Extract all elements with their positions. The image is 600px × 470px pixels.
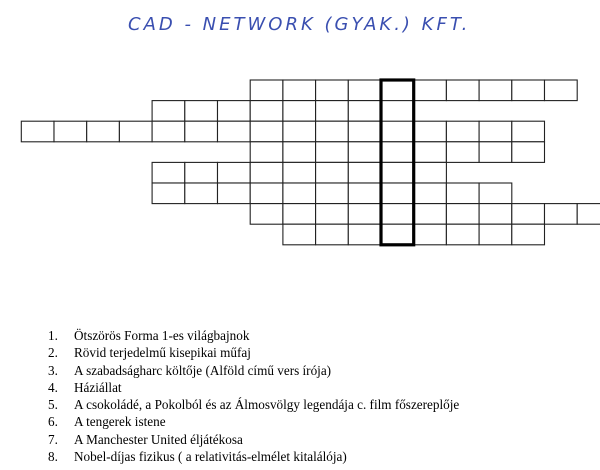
crossword-cell-row-3 [250, 121, 283, 142]
crossword-cell-row-7 [479, 204, 512, 225]
clue-item [48, 448, 459, 465]
clue-number: 4. [48, 379, 58, 395]
crossword-cell-row-6 [218, 183, 251, 204]
crossword-cell-row-8 [381, 224, 414, 245]
crossword-cell-row-7 [250, 204, 283, 225]
crossword-cell-row-8 [446, 224, 479, 245]
crossword-cell-row-1 [414, 80, 447, 101]
crossword-cell-row-3 [479, 121, 512, 142]
crossword-cell-row-8 [316, 224, 349, 245]
crossword-cell-row-1 [316, 80, 349, 101]
clue-item [48, 396, 459, 413]
clue-text: Háziállat [74, 379, 122, 395]
crossword-cell-row-3 [87, 121, 120, 142]
crossword-cell-row-3 [348, 121, 381, 142]
crossword-cell-row-7 [381, 204, 414, 225]
crossword-cell-row-1 [479, 80, 512, 101]
clue-list [48, 327, 459, 465]
crossword-cell-row-6 [414, 183, 447, 204]
crossword-cell-row-7 [446, 204, 479, 225]
crossword-cell-row-6 [152, 183, 185, 204]
clue-item [48, 362, 459, 379]
crossword-cell-row-6 [446, 183, 479, 204]
crossword-cell-row-8 [414, 224, 447, 245]
crossword-cell-row-7 [512, 204, 545, 225]
clue-text: Ötszörös Forma 1-es világbajnok [74, 328, 250, 343]
crossword-cell-row-5 [250, 162, 283, 183]
crossword-cell-row-6 [348, 183, 381, 204]
clue-number: 1. [48, 328, 58, 343]
crossword-cell-row-2 [185, 101, 218, 122]
crossword-cell-row-1 [381, 80, 414, 101]
clue-text: Nobel-díjas fizikus ( a relativitás-elmélet kitalálója) [74, 449, 347, 465]
crossword-cell-row-3 [283, 121, 316, 142]
crossword-cell-row-6 [250, 183, 283, 204]
crossword-cell-row-3 [512, 121, 545, 142]
clue-number: 6. [48, 414, 58, 430]
crossword-cell-row-1 [250, 80, 283, 101]
clue-item [48, 431, 459, 448]
crossword-cell-row-2 [316, 101, 349, 122]
crossword-cell-row-5 [316, 162, 349, 183]
clue-text: A tengerek istene [74, 414, 166, 430]
crossword-cell-row-4 [446, 142, 479, 163]
crossword-cell-row-8 [283, 224, 316, 245]
crossword-cell-row-3 [414, 121, 447, 142]
crossword-cell-row-7 [348, 204, 381, 225]
crossword-cell-row-4 [381, 142, 414, 163]
crossword-cell-row-5 [348, 162, 381, 183]
crossword-cell-row-2 [250, 101, 283, 122]
clue-item [48, 413, 459, 430]
crossword-cell-row-3 [185, 121, 218, 142]
crossword-cells [21, 80, 600, 245]
clue-number: 7. [48, 431, 58, 447]
crossword-cell-row-4 [512, 142, 545, 163]
crossword-cell-row-7 [316, 204, 349, 225]
crossword-cell-row-4 [316, 142, 349, 163]
crossword-cell-row-1 [348, 80, 381, 101]
crossword-cell-row-4 [250, 142, 283, 163]
crossword-cell-row-6 [185, 183, 218, 204]
clue-text: Rövid terjedelmű kisepikai műfaj [74, 345, 251, 361]
crossword-cell-row-5 [414, 162, 447, 183]
crossword-cell-row-8 [479, 224, 512, 245]
crossword-cell-row-7 [577, 204, 600, 225]
crossword-cell-row-3 [119, 121, 152, 142]
crossword-cell-row-2 [348, 101, 381, 122]
crossword-cell-row-4 [414, 142, 447, 163]
crossword-cell-row-3 [446, 121, 479, 142]
crossword-cell-row-5 [152, 162, 185, 183]
crossword-cell-row-1 [446, 80, 479, 101]
crossword-cell-row-1 [283, 80, 316, 101]
crossword-cell-row-2 [218, 101, 251, 122]
crossword-cell-row-4 [348, 142, 381, 163]
crossword-cell-row-3 [316, 121, 349, 142]
clue-item [48, 327, 459, 344]
crossword-cell-row-5 [218, 162, 251, 183]
crossword-cell-row-6 [283, 183, 316, 204]
clue-number: 3. [48, 362, 58, 378]
crossword-cell-row-6 [381, 183, 414, 204]
crossword-cell-row-3 [381, 121, 414, 142]
crossword-cell-row-4 [283, 142, 316, 163]
clue-text: A szabadságharc költője (Alföld című vers írója) [74, 362, 332, 378]
clue-number: 8. [48, 449, 58, 465]
crossword-cell-row-6 [316, 183, 349, 204]
crossword-cell-row-7 [414, 204, 447, 225]
crossword-cell-row-8 [348, 224, 381, 245]
clue-item [48, 344, 459, 361]
crossword-cell-row-1 [512, 80, 545, 101]
crossword-cell-row-5 [283, 162, 316, 183]
crossword-cell-row-2 [152, 101, 185, 122]
crossword-cell-row-2 [283, 101, 316, 122]
crossword-cell-row-7 [283, 204, 316, 225]
crossword-cell-row-4 [479, 142, 512, 163]
crossword-cell-row-8 [512, 224, 545, 245]
crossword-cell-row-3 [21, 121, 54, 142]
heading-text: CAD - NETWORK (GYAK.) KFT. [128, 14, 471, 35]
clue-number: 5. [48, 397, 58, 413]
crossword-cell-row-6 [479, 183, 512, 204]
crossword-cell-row-5 [185, 162, 218, 183]
clue-text: A csokoládé, a Pokolból és az Álmosvölgy legendája c. film főszereplője [74, 397, 460, 413]
crossword-cell-row-1 [545, 80, 578, 101]
crossword-cell-row-3 [152, 121, 185, 142]
clue-text: A Manchester United éljátékosa [74, 431, 243, 447]
clue-number: 2. [48, 345, 58, 361]
crossword-cell-row-3 [54, 121, 87, 142]
crossword-cell-row-3 [218, 121, 251, 142]
crossword-cell-row-5 [381, 162, 414, 183]
clue-item [48, 379, 459, 396]
crossword-cell-row-7 [545, 204, 578, 225]
